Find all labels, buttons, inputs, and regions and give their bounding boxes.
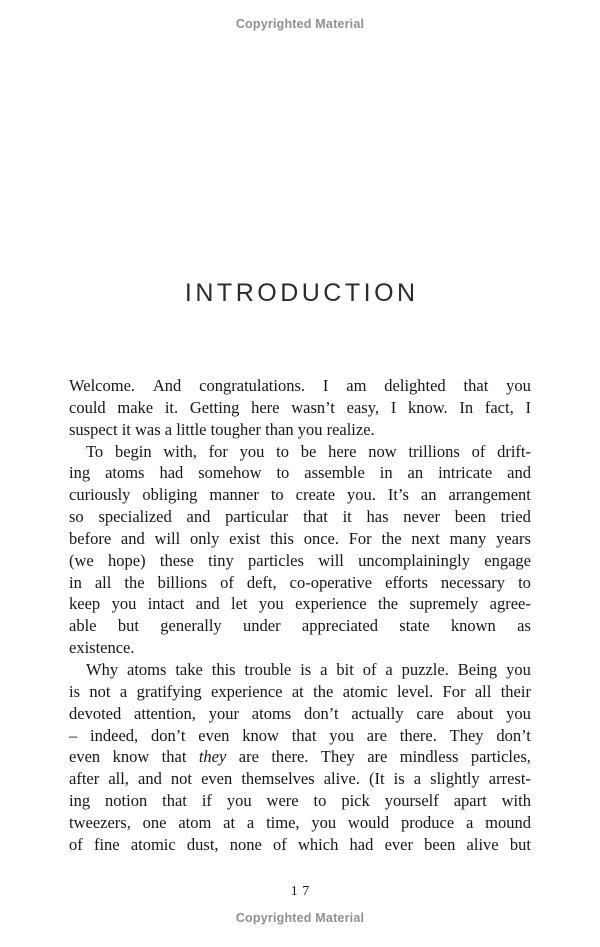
word: apart [453,791,487,811]
word: level. [396,681,434,701]
word: could [69,397,106,417]
text-line [69,462,531,484]
word: at [291,681,304,701]
word: assemble [304,463,365,483]
text-line [69,725,531,747]
word: fine [93,834,120,854]
word: that [303,507,328,527]
word: all, [108,769,129,789]
word: dust, [186,834,219,854]
chapter-title: INTRODUCTION [184,279,419,307]
word: here [251,397,280,417]
word: indeed, [90,725,139,745]
word: their [500,681,531,701]
word: it [342,507,352,527]
word: of [69,834,83,854]
word: of [471,441,486,461]
word: is [393,769,405,789]
word: know [112,747,150,767]
word: easy, [346,397,379,417]
word: ever [384,834,413,854]
word: particular [225,507,289,527]
word: and [186,507,211,527]
word: all [94,572,112,592]
word: even [198,725,230,745]
word: atomic [130,834,176,854]
word: and [120,528,145,548]
word: and [138,769,162,789]
word: mindless [399,747,459,767]
word: and [195,594,220,614]
word: of [220,572,234,592]
word: themselves [241,769,315,789]
word: mound [485,812,531,832]
word: It’s [387,485,409,505]
word: wasn’t [291,397,335,417]
word: had [159,463,184,483]
word: supremely [409,594,479,614]
word: trillions [408,441,460,461]
word: appreciated [301,616,378,636]
word: pick [341,791,370,811]
word: even [201,769,233,789]
word: you [506,703,531,723]
word: you [506,376,531,395]
word: tiny [208,550,234,570]
word: arrangement [448,485,531,505]
word: am [346,376,367,395]
word: will [318,550,344,570]
word: don’t [496,725,531,745]
word: co-operative [289,572,373,592]
word: fact, [484,397,514,417]
word: let [231,594,248,614]
word: arrest- [488,769,531,789]
word: care [416,703,444,723]
word: a [164,419,177,439]
word: agree- [489,594,531,614]
word: specialized [98,507,172,527]
word: the [124,572,145,592]
word: a [119,681,128,701]
word: and [507,463,531,483]
word: if [201,791,212,811]
word: many [449,528,487,548]
italic-word: they [198,747,227,767]
word: are [366,725,387,745]
page-number: 17 [290,884,314,899]
word: all [474,681,492,701]
word: been [454,507,486,527]
word: you [297,419,327,439]
word: actually [351,703,404,723]
word: years [496,528,531,548]
word: you [258,594,284,614]
word: particles, [470,747,531,767]
word: a [465,812,474,832]
word: efforts [385,572,428,592]
word: you [311,812,337,832]
word: gratifying [136,681,202,701]
word: you [329,725,354,745]
word: known [450,616,496,636]
text-line [69,419,531,441]
word: your [208,703,239,723]
word: attention, [134,703,196,723]
word: it. [164,397,179,417]
word: only [189,528,220,548]
word: I [390,397,397,417]
text-line [69,812,531,834]
word: know [242,725,279,745]
word: than [265,419,298,439]
text-line [69,397,531,419]
word: little [176,419,211,439]
word: Getting [189,397,240,417]
word: this [211,659,236,679]
word: alive. [323,769,360,789]
text-line [69,659,531,681]
text-line [69,506,531,528]
text-line [69,528,531,550]
word: was [135,419,165,439]
word: atoms [127,659,167,679]
word: you [239,441,265,461]
word: ing [69,463,91,483]
word: puzzle. [401,659,449,679]
text-line [69,375,531,397]
word: there. [271,747,309,767]
text-line [69,768,531,790]
word: For [442,681,466,701]
text-line [69,572,531,594]
word: you [226,791,252,811]
word: are [367,747,388,767]
word: begin [114,441,152,461]
word: realize. [326,419,375,439]
word: Being [457,659,498,679]
word: in [379,463,393,483]
word: an [420,485,437,505]
word: had [349,834,374,854]
word: as [517,616,531,636]
word: is [300,659,312,679]
word: with, [163,441,197,461]
text-line [69,484,531,506]
word: Welcome. [69,376,136,395]
word: are [238,747,259,767]
word: billions [157,572,208,592]
word: Why [86,659,119,679]
text-line [69,615,531,637]
word: atoms [105,463,145,483]
word: generally [160,616,222,636]
word: about [456,703,494,723]
word: it [121,419,135,439]
word: don’t [304,703,339,723]
word: (we [69,550,94,570]
word: of [273,834,287,854]
word: that [463,376,489,395]
word: one [142,812,167,832]
word: intact [147,594,185,614]
word: to [313,791,327,811]
word: state [399,616,430,636]
word: alive [466,834,499,854]
word: a [320,659,328,679]
text-line [69,681,531,703]
word: slightly [430,769,480,789]
word: ing [69,791,91,811]
text-line [69,746,531,768]
word: a [413,769,422,789]
word: you. [346,485,376,505]
word: necessary [440,572,506,592]
word: trouble [244,659,292,679]
word: at [223,812,236,832]
word: They [320,747,355,767]
word: experience [295,594,367,614]
word: For [348,528,372,548]
text-line [69,441,531,463]
word: atoms [251,703,292,723]
word: don’t [150,725,186,745]
word: there. [399,725,437,745]
word: that [161,747,187,767]
word: been [424,834,456,854]
word: delighted [384,376,446,395]
word: And [152,376,182,395]
word: To [86,441,104,461]
word: atom [178,812,212,832]
word: create [295,485,336,505]
word: to [270,485,284,505]
word: drift- [497,441,531,461]
word: here [328,441,357,461]
word: you [111,594,137,614]
word: an [407,463,424,483]
copyright-notice-bottom: Copyrighted Material [235,911,365,925]
word: so [69,507,84,527]
word: tried [500,507,531,527]
word: even [69,747,101,767]
text-line [69,703,531,725]
word: uncomplainingly [358,550,470,570]
word: would [347,812,390,832]
word: manner [209,485,259,505]
word: curiously [69,485,131,505]
text-line [69,834,531,856]
word: a [246,812,255,832]
word: but [117,616,139,636]
word: under [243,616,281,636]
word: engage [484,550,531,570]
word: once. [303,528,339,548]
word: after [69,769,100,789]
word: will [154,528,181,548]
word: I [322,376,329,395]
word: tougher [210,419,266,439]
word: you [506,659,531,679]
word: keep [69,594,101,614]
word: take [175,659,203,679]
word: particles [248,550,304,570]
word: suspect [69,419,122,439]
word: They [449,725,484,745]
word: somehow [198,463,262,483]
word: congratulations. [199,376,306,395]
word: none [229,834,262,854]
word: for [208,441,228,461]
word: these [159,550,194,570]
text-line [69,637,531,659]
word: make [117,397,154,417]
word: deft, [246,572,277,592]
word: which [298,834,339,854]
text-line [69,550,531,572]
word: this [270,528,294,548]
word: know. [407,397,448,417]
word: obliging [142,485,198,505]
word: a [385,659,393,679]
word: – [69,725,78,745]
word: to [276,463,290,483]
word: to [276,441,289,461]
word: next [411,528,440,548]
word: in [69,572,82,592]
word: but [509,834,531,854]
word: that [162,791,187,811]
word: time, [266,812,300,832]
word: existence. [69,638,135,658]
word: intricate [438,463,493,483]
text-line [69,593,531,615]
word: not [89,681,111,701]
word: that [291,725,317,745]
word: has [366,507,389,527]
word: the [377,594,399,614]
word: to [518,572,531,592]
word: atomic [342,681,388,701]
word: of [362,659,377,679]
word: (It [369,769,385,789]
word: be [300,441,317,461]
copyright-notice-top: Copyrighted Material [235,17,365,31]
word: produce [401,812,455,832]
word: is [69,681,81,701]
word: the [381,528,402,548]
word: notion [105,791,148,811]
word: yourself [384,791,439,811]
word: never [403,507,440,527]
word: with [501,791,531,811]
word: able [69,616,97,636]
word: bit [336,659,354,679]
word: exist [229,528,261,548]
word: the [313,681,334,701]
word: before [69,528,112,548]
word: I [525,397,531,417]
word: In [459,397,474,417]
body-text [69,375,531,856]
word: now [368,441,397,461]
word: tweezers, [69,812,131,832]
word: hope) [108,550,146,570]
word: not [170,769,193,789]
word: devoted [69,703,122,723]
word: experience [211,681,283,701]
text-line [69,790,531,812]
word: were [266,791,299,811]
